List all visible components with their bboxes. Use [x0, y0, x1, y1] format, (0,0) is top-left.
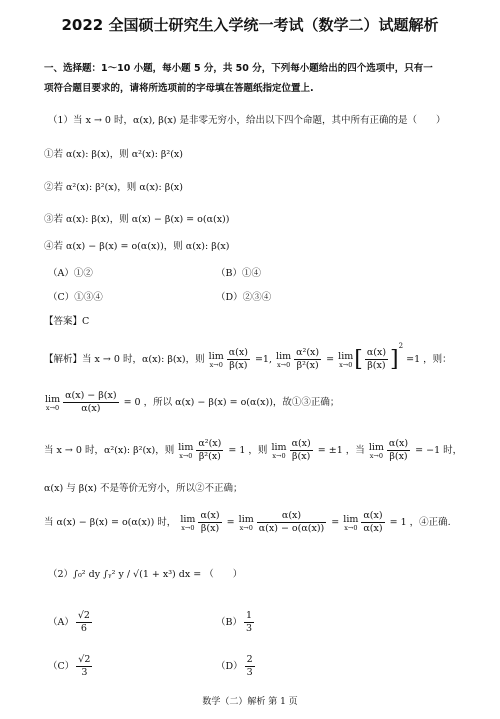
option-label: （D）: [216, 661, 243, 672]
fraction: $\frac{\alpha(x)}{\beta(x)}$: [291, 438, 311, 462]
option-label: （B）: [216, 617, 242, 628]
q2-option-a: [48, 610, 94, 635]
lim-expression: lim x→0: [276, 350, 292, 369]
equals-sign: =: [226, 517, 235, 528]
equals-sign: =: [331, 517, 340, 528]
q2-stem: （2）∫₀² dy ∫ᵧ² y / √(1 + x³) dx = （ ）: [48, 569, 243, 580]
analysis3-prefix: 当 x → 0 时，α²(x): β²(x)，则: [44, 445, 175, 456]
lim-expression: lim x→0: [368, 441, 384, 460]
q1-proposition-3: ③若 α(x): β(x)，则 α(x) − β(x) = o(α(x)): [44, 214, 230, 225]
fraction: $\frac{\alpha(x)}{\beta(x)}$: [200, 510, 220, 534]
bracket: ]: [390, 346, 399, 372]
fraction: $\frac{2}{3}$: [246, 654, 253, 678]
q1-proposition-4: ④若 α(x) − β(x) = o(α(x))，则 α(x): β(x): [44, 241, 230, 252]
equation-text: = 1 ，则: [228, 445, 268, 456]
fraction: $\frac{\alpha(x) - \beta(x)}{\alpha(x)}$: [65, 390, 117, 414]
analysis1-prefix: 【解析】当 x → 0 时，α(x): β(x)，则: [44, 354, 205, 365]
q2-option-d: [216, 654, 257, 679]
exponent: 2: [398, 342, 404, 350]
q1-analysis-line5: [44, 510, 451, 535]
lim-expression: lim x→0: [343, 513, 359, 532]
q1-option-d: （D）②③④: [216, 292, 272, 303]
lim-expression: lim x→0: [178, 441, 194, 460]
fraction: $\frac{\alpha(x)}{\alpha(x) - o(\alpha(x))}$: [258, 510, 325, 534]
fraction: $\frac{\alpha(x)}{\beta(x)}$: [388, 438, 409, 462]
lim-expression: lim x→0: [338, 350, 354, 369]
q1-analysis-line4: α(x) 与 β(x) 不是等价无穷小，所以②不正确；: [44, 483, 243, 494]
fraction: $\frac{√2}{3}$: [78, 654, 91, 678]
q1-proposition-1: ①若 α(x): β(x)，则 α²(x): β²(x): [44, 149, 183, 160]
equation-text: = ±1 ，当: [317, 445, 365, 456]
q1-analysis-line2: [44, 390, 339, 415]
section-heading-line1: 一、选择题：1～10 小题，每小题 5 分，共 50 分，下列每小题给出的四个选项中，只有一: [44, 63, 433, 74]
q1-analysis-line3: [44, 438, 462, 463]
lim-expression: lim x→0: [180, 513, 196, 532]
fraction: $\frac{\text{α²(x)}}{\text{β²(x)}}$: [296, 347, 320, 371]
equation-text: = 0 ，所以 α(x) − β(x) = o(α(x))，故①③正确；: [123, 397, 340, 408]
q2-option-c: [48, 654, 94, 679]
q2-option-b: [216, 610, 256, 635]
fraction: $\frac{\alpha(x)}{\beta(x)}$: [366, 347, 387, 371]
lim-expression: lim x→0: [238, 513, 254, 532]
equation-text: =: [326, 354, 335, 365]
equation-text: = −1 时，: [415, 445, 463, 456]
fraction: $\frac{\alpha(x)}{\alpha(x)}$: [363, 510, 383, 534]
section-heading-line2: 项符合题目要求的，请将所选项前的字母填在答题纸指定位置上.: [44, 83, 314, 94]
option-label: （A）: [48, 617, 74, 628]
fraction: $\frac{\text{α²(x)}}{\text{β²(x)}}$: [198, 438, 222, 462]
analysis5-prefix: 当 α(x) − β(x) = o(α(x)) 时，: [44, 517, 177, 528]
lim-expression: lim x→0: [45, 393, 61, 412]
q1-option-c: （C）①③④: [48, 292, 103, 303]
q1-option-b: （B）①④: [216, 268, 261, 279]
equation-text: = 1 ，④正确.: [389, 517, 451, 528]
fraction: $\frac{\alpha(x)}{\beta(x)}$: [228, 347, 248, 371]
q1-option-a: （A）①②: [48, 268, 93, 279]
equation-text: =1,: [254, 354, 272, 365]
fraction: $\frac{√2}{6}$: [77, 610, 90, 634]
fraction: $\frac{1}{3}$: [245, 610, 253, 634]
lim-expression: lim x→0: [208, 350, 224, 369]
q1-proposition-2: ②若 α²(x): β²(x)，则 α(x): β(x): [44, 182, 183, 193]
q1-answer: 【答案】C: [44, 316, 90, 327]
page-footer: 数学（二）解析 第 1 页: [202, 697, 298, 707]
bracket: [: [354, 346, 363, 372]
equation-text: =1 ，则：: [406, 354, 452, 365]
q1-analysis-line1: [44, 340, 452, 372]
option-label: （C）: [48, 661, 75, 672]
lim-expression: lim x→0: [271, 441, 287, 460]
page-title: 2022 全国硕士研究生入学统一考试（数学二）试题解析: [61, 16, 439, 34]
q1-stem: （1）当 x → 0 时，α(x), β(x) 是非零无穷小，给出以下四个命题，其中所有正确的是（ ）: [48, 115, 446, 126]
